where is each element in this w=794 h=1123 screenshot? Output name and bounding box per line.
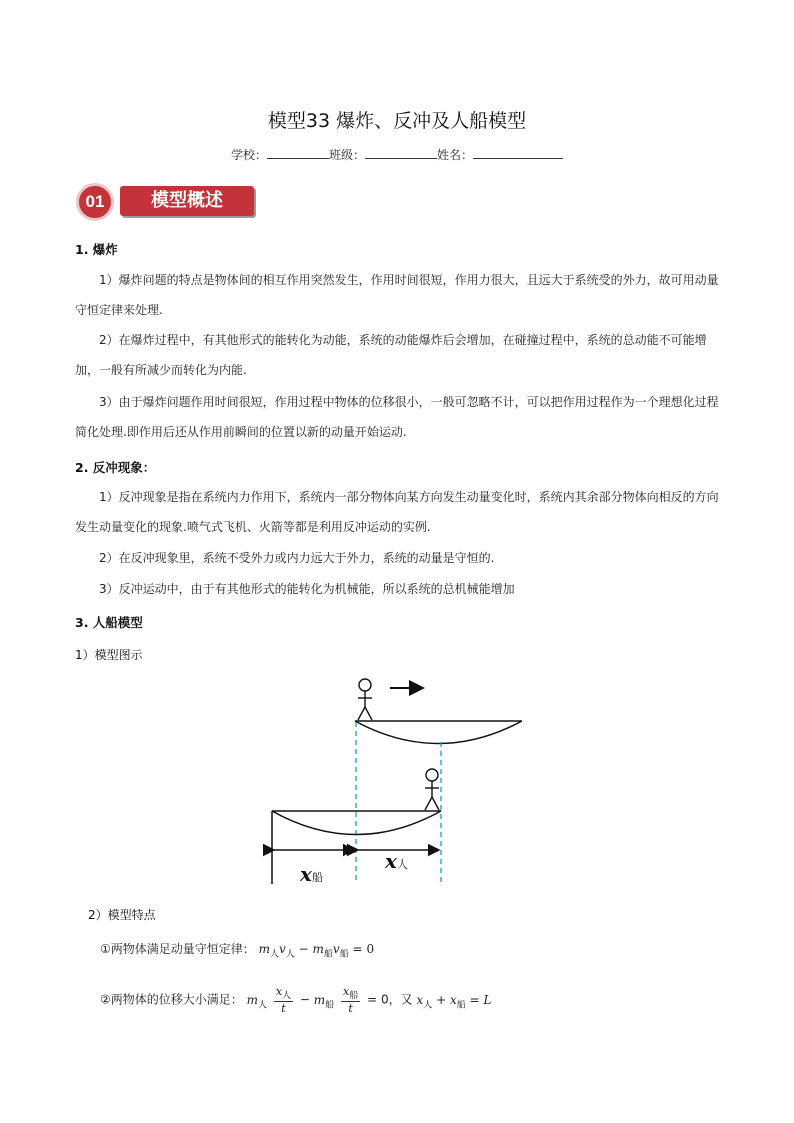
top-boat-hull xyxy=(355,721,522,744)
school-blank[interactable] xyxy=(267,148,329,159)
fraction-person: $\frac{x_人}{t}$ xyxy=(275,985,292,1016)
top-person-icon xyxy=(358,679,372,720)
subheading-features: 2）模型特点 xyxy=(88,908,156,922)
formula-momentum xyxy=(100,940,374,959)
formula-1-expr: $m_人v_人 - m_船v_船 = 0$ xyxy=(258,942,375,960)
paragraph-explosion-2: 2）在爆炸过程中，有其他形式的能转化为动能，系统的动能爆炸后会增加，在碰撞过程中，系统的总动能不可能增加，一般有所减少而转化为内能. xyxy=(75,333,707,377)
formula-2-prefix: ②两物体的位移大小满足： xyxy=(100,992,243,1007)
person-boat-diagram xyxy=(260,670,540,890)
section-label: 模型概述 xyxy=(120,186,254,216)
subheading-diagram: 1）模型图示 xyxy=(75,648,143,662)
person-displacement-label: x人 xyxy=(385,849,408,873)
section-badge xyxy=(76,183,258,221)
bottom-person-icon xyxy=(425,769,439,810)
name-blank[interactable] xyxy=(473,148,563,159)
formula-1-prefix: ①两物体满足动量守恒定律： xyxy=(100,942,255,956)
class-blank[interactable] xyxy=(365,148,437,159)
formula-2-expr: $m_人$ xyxy=(246,992,267,1010)
heading-explosion: 1. 爆炸 xyxy=(75,242,118,257)
boat-displacement-label: x船 xyxy=(300,862,323,886)
name-label: 姓名： xyxy=(437,148,474,162)
paragraph-explosion-1: 1）爆炸问题的特点是物体间的相互作用突然发生，作用时间很短，作用力很大，且远大于系统受的外力，故可用动量守恒定律来处理. xyxy=(75,273,719,317)
student-info-line xyxy=(0,146,794,163)
paragraph-recoil-1: 1）反冲现象是指在系统内力作用下，系统内一部分物体向某方向发生动量变化时，系统内其余部分物体向相反的方向发生动量变化的现象.喷气式飞机、火箭等都是利用反冲运动的实例. xyxy=(75,490,719,534)
formula-displacement: ②两物体的位移大小满足： $m_人$ $\frac{x_人}{t}$ − $m_船$ $\frac{x_船}{t}$ = 0，又 $x_人 + x_船 = L$ xyxy=(100,985,492,1016)
heading-person-boat: 3. 人船模型 xyxy=(75,615,143,630)
page-title: 模型33 爆炸、反冲及人船模型 xyxy=(267,110,527,132)
fraction-boat: $\frac{x_船}{t}$ xyxy=(343,985,359,1016)
section-number: 01 xyxy=(76,183,114,221)
paragraph-recoil-3: 3）反冲运动中，由于有其他形式的能转化为机械能，所以系统的总机械能增加 xyxy=(99,582,515,596)
school-label: 学校： xyxy=(230,148,267,162)
class-label: 班级： xyxy=(328,148,365,162)
heading-recoil: 2. 反冲现象： xyxy=(75,460,156,475)
paragraph-recoil-2: 2）在反冲现象里，系统不受外力或内力远大于外力，系统的动量是守恒的. xyxy=(99,551,495,565)
paragraph-explosion-3: 3）由于爆炸问题作用时间很短，作用过程中物体的位移很小，一般可忽略不计，可以把作用过程作为一个理想化过程简化处理.即作用后还从作用前瞬间的位置以新的动量开始运动. xyxy=(75,395,719,439)
